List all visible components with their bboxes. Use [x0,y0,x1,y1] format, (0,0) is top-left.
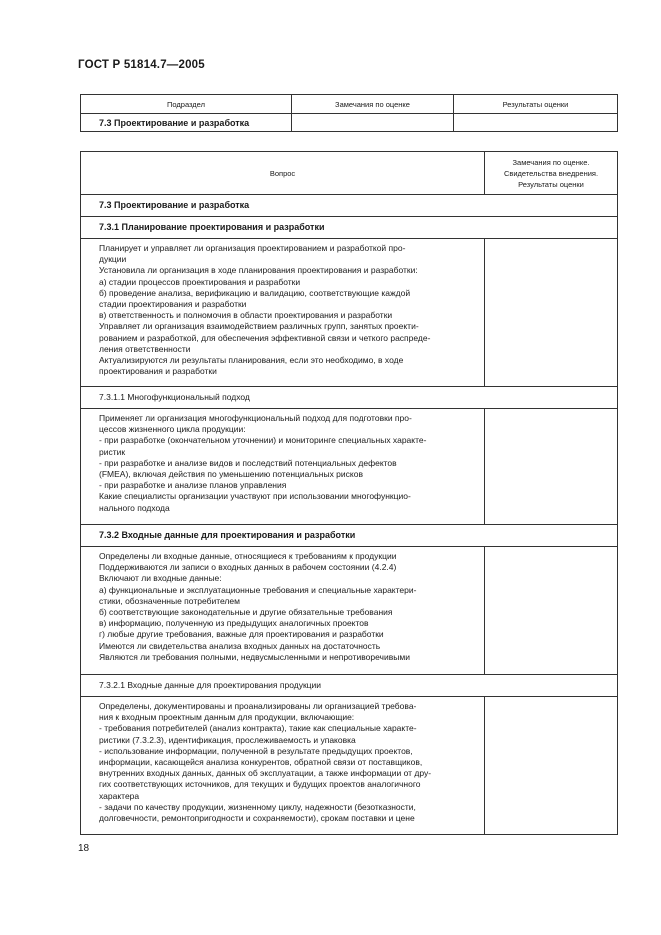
question-text [81,239,485,387]
page-number: 18 [78,843,90,854]
header-remarks-line: Замечания по оценке. [512,157,590,167]
question-text [81,547,485,675]
text-line: проектирования и разработки [99,366,217,377]
question-text [81,409,485,525]
subsection-title: 7.3.1.1 Многофункциональный подход [81,387,618,409]
text-line: Поддерживаются ли записи о входных данных в рабочем состоянии (4.2.4) [99,562,397,573]
document-title: ГОСТ Р 51814.7—2005 [78,59,205,71]
subsection-row [81,675,618,697]
text-line: Какие специалисты организации участвуют при использовании многофункцио- [99,491,411,502]
text-line: б) проведение анализа, верификацию и валидацию, соответствующие каждой [99,287,411,298]
questionnaire-table [80,151,618,835]
table-row [81,114,618,132]
text-line: - требования потребителей (анализ контракта), такие как специальные характе- [99,723,417,734]
remarks-cell [292,114,454,132]
text-line: ния к входным проектным данным для продукции, включающие: [99,712,355,723]
header-question: Вопрос [81,152,485,195]
text-line: Управляет ли организация взаимодействием различных групп, занятых проекти- [99,321,419,332]
text-line: ления ответственности [99,343,191,354]
text-line: - задачи по качеству продукции, жизненному циклу, надежности (безотказности, [99,801,416,812]
table-header-row [81,95,618,114]
text-line: а) функциональные и эксплуатационные требования и специальные характери- [99,584,417,595]
header-remarks: Замечания по оценке [292,95,454,114]
assessment-summary-table [80,94,618,132]
text-line: Установила ли организация в ходе планирования проектирования и разработки: [99,265,418,276]
remarks-cell [485,409,618,525]
subsection-title: 7.3.2 Входные данные для проектирования и разработки [81,525,618,547]
subsection-title: 7.3.1 Планирование проектирования и разработки [81,217,618,239]
text-line: рованием и разработкой, для обеспечения эффективной связи и четкого распреде- [99,332,431,343]
text-line: - при разработке (окончательном уточнении) и мониторинге специальных характе- [99,435,427,446]
text-line: Имеются ли свидетельства анализа входных данных на достаточность [99,640,381,651]
section-title: 7.3 Проектирование и разработка [81,195,618,217]
text-line: информации, касающейся анализа конкурентов, обратной связи от поставщиков, [99,757,423,768]
table-header-row [81,152,618,195]
text-line: Применяет ли организация многофункциональный подход для подготовки про- [99,413,412,423]
text-line: долговечности, ремонтопригодности и сохраняемости), срокам поставки и цене [99,813,415,824]
text-line: - использование информации, полученной в результате предыдущих проектов, [99,745,413,756]
question-row [81,239,618,387]
subsection-row [81,387,618,409]
subsection-cell: 7.3 Проектирование и разработка [81,114,292,132]
text-line: гих соответствующих источников, для текущих и будущих проектов аналогичного [99,779,421,790]
text-line: (FMEA), включая действия по уменьшению потенциальных рисков [99,469,363,480]
results-cell [454,114,618,132]
text-line: в) информацию, полученную из предыдущих аналогичных проектов [99,618,369,629]
text-line: - при разработке и анализе видов и последствий потенциальных дефектов [99,457,397,468]
text-line: Определены ли входные данные, относящиеся к требованиям к продукции [99,551,397,561]
text-line: - при разработке и анализе планов управления [99,480,287,491]
text-line: Актуализируются ли результаты планирования, если это необходимо, в ходе [99,355,404,366]
text-line: Определены, документированы и проанализированы ли организацией требова- [99,701,417,711]
text-line: нального подхода [99,502,170,513]
question-row [81,409,618,525]
text-line: внутренних входных данных, данных об эксплуатации, а также информации от дру- [99,768,432,779]
question-row [81,547,618,675]
remarks-cell [485,697,618,835]
subsection-title: 7.3.2.1 Входные данные для проектирования продукции [81,675,618,697]
text-line: б) соответствующие законодательные и другие обязательные требования [99,607,393,618]
text-line: Включают ли входные данные: [99,573,222,584]
text-line: стадии проектирования и разработки [99,299,247,310]
text-line: ристики (7.3.2.3), идентификация, прослеживаемость и упаковка [99,734,356,745]
remarks-cell [485,239,618,387]
remarks-cell [485,547,618,675]
text-line: ристик [99,446,126,457]
text-line: стики, обозначенные потребителем [99,595,240,606]
text-line: Планирует и управляет ли организация проектированием и разработкой про- [99,243,406,253]
header-subsection: Подраздел [81,95,292,114]
text-line: дукции [99,254,127,265]
section-row [81,195,618,217]
header-remarks-line: Результаты оценки [518,179,584,189]
subsection-row [81,525,618,547]
header-remarks-line: Свидетельства внедрения. [503,168,599,178]
question-text [81,697,485,835]
text-line: г) любые другие требования, важные для проектирования и разработки [99,629,384,640]
text-line: Являются ли требования полными, недвусмысленными и непротиворечивыми [99,651,410,662]
text-line: в) ответственность и полномочия в области проектирования и разработки [99,310,393,321]
text-line: характера [99,790,140,801]
header-remarks [485,152,618,195]
text-line: цессов жизненного цикла продукции: [99,424,246,435]
header-results: Результаты оценки [454,95,618,114]
text-line: а) стадии процессов проектирования и разработки [99,276,301,287]
subsection-row [81,217,618,239]
question-row [81,697,618,835]
